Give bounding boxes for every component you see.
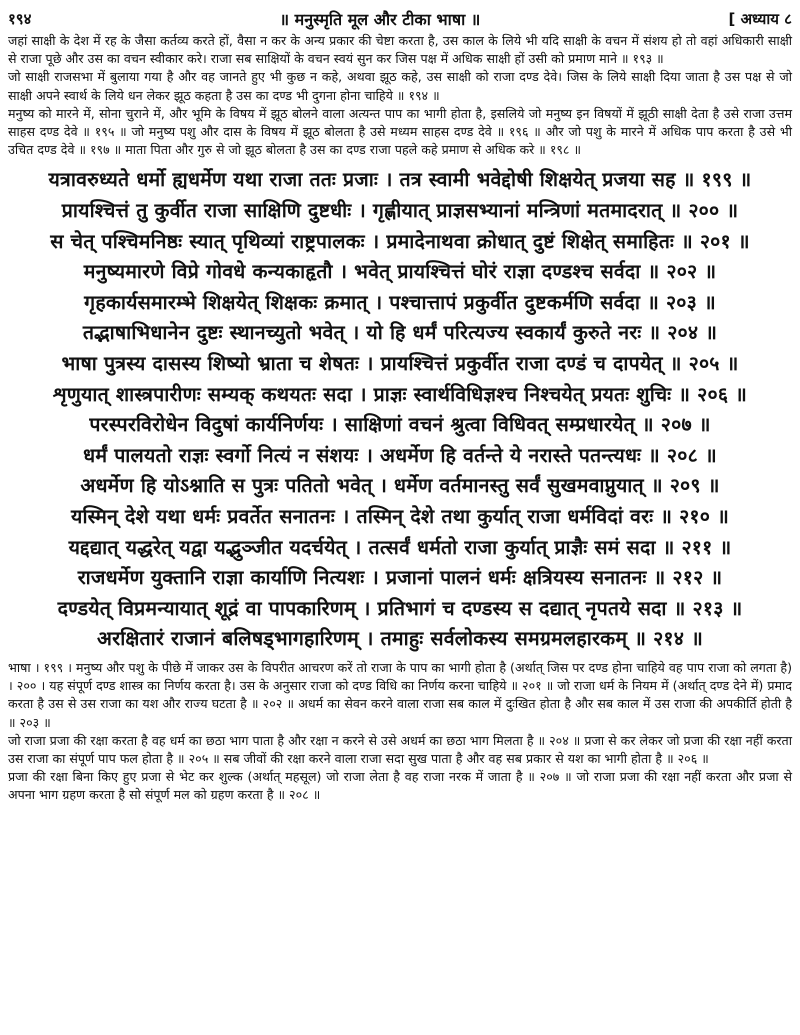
sanskrit-verses (8, 165, 792, 655)
intro-commentary (8, 32, 792, 159)
prose-paragraph: मनुष्य को मारने में, सोना चुराने में, और भूमि के विषय में झूठ बोलने वाला अत्यन्त पाप का भागी होता है, इसलिये जो मनुष्य इन विषयों में झूठी साक्षी देता है उसे राजा उत्तम साहस दण्ड देवे ॥ १९५ ॥ जो मनुष्य पशु और दास के विषय में झूठ बोलता है उसे मध्यम साहस दण्ड देवे ॥ १९६ ॥ और जो पशु के मारने में अधिक पाप करता है उसे भी उचित दण्ड देवे ॥ १९७ ॥ माता पिता और गुरु से जो झूठ बोलता है उस का दण्ड राजा पहले कहे प्रमाण से अधिक करे ॥ १९८ ॥ (8, 105, 792, 158)
verse-line: अरक्षितारं राजानं बलिषड्भागहारिणम् । तमाहुः सर्वलोकस्य समग्रमलहारकम् ॥ २१४ ॥ (97, 627, 703, 651)
verse-line: स चेत् पश्चिमनिष्ठः स्यात् पृथिव्यां राष्ट्रपालकः । प्रमादेनाथवा क्रोधात् दुष्टं शिक्षेत् समाहितः ॥ २०१ ॥ (50, 229, 750, 253)
translation-commentary (8, 659, 792, 805)
page-header (8, 6, 792, 32)
chapter-label: [ अध्याय ८ (728, 10, 792, 28)
prose-paragraph: जो साक्षी राजसभा में बुलाया गया है और वह जानते हुए भी कुछ न कहे, अथवा झूठ कहे, उस साक्षी को राजा दण्ड देवे। जिस के लिये साक्षी दिया जाता है उस पक्ष से जो साक्षी अपने स्वार्थ के लिये धन लेकर झूठ कहता है उस का दण्ड भी दुगना होना चाहिये ॥ १९४ ॥ (8, 69, 792, 103)
verse-line: राजधर्मेण युक्तानि राज्ञा कार्याणि नित्यशः । प्रजानां पालनं धर्मः क्षत्रियस्य सनातनः ॥ २१२ ॥ (77, 566, 723, 590)
verse-line: दण्डयेत् विप्रमन्यायात् शूद्रं वा पापकारिणम् । प्रतिभागं च दण्डस्य स दद्यात् नृपतये सदा ॥ २१३ ॥ (57, 596, 743, 620)
verse-line: शृणुयात् शास्त्रपारीणः सम्यक् कथयतः सदा । प्राज्ञः स्वार्थविधिज्ञश्च निश्चयेत् प्रयतः शुचिः ॥ २०६ ॥ (52, 382, 748, 406)
running-title: ॥ मनुस्मृति मूल और टीका भाषा ॥ (279, 10, 481, 29)
verse-line: प्रायश्चित्तं तु कुर्वीत राजा साक्षिणि दुष्टधीः । गृह्णीयात् प्राज्ञसभ्यानां मन्त्रिणां मतमादरात् ॥ २०० ॥ (61, 199, 739, 223)
prose-paragraph: भाषा । १९९ । मनुष्य और पशु के पीछे में जाकर उस के विपरीत आचरण करें तो राजा के पाप का भागी होता है (अर्थात् जिस पर दण्ड होना चाहिये वह पाप राजा को लगता है) । २०० । यह संपूर्ण दण्ड शास्त्र का निर्णय करता है। उस के अनुसार राजा को दण्ड विधि का निर्णय करना चाहिये ॥ २०१ ॥ जो राजा धर्म के नियम में (अर्थात् दण्ड देने में) प्रमाद करता है उस से उस राजा का यश और राज्य घटता है ॥ २०२ ॥ अधर्म का सेवन करने वाला राजा सब काल में दुःखित होता है और सब काल में उस राजा की अपकीर्ति होती है ॥ २०३ ॥ (8, 659, 792, 730)
verse-line: यत्रावरुध्यते धर्मो ह्यधर्मेण यथा राजा ततः प्रजाः । तत्र स्वामी भवेद्दोषी शिक्षयेत् प्रजया सह ॥ १९९ ॥ (48, 168, 752, 192)
prose-paragraph: जहां साक्षी के देश में रह के जैसा कर्तव्य करते हों, वैसा न कर के अन्य प्रकार की चेष्टा करता है, उस काल के लिये भी यदि साक्षी के वचन में संशय हो तो वहां अधिकारी साक्षी से राजा पूछे और उस का वचन स्वीकार करे। राजा सब साक्षियों के वचन स्वयं सुन कर जिस पक्ष में अधिक साक्षी हों उसी को प्रमाण माने ॥ १९३ ॥ (8, 33, 792, 67)
prose-paragraph: प्रजा की रक्षा बिना किए हुए प्रजा से भेट कर शुल्क (अर्थात् महसूल) जो राजा लेता है वह राजा नरक में जाता है ॥ २०७ ॥ जो राजा प्रजा की रक्षा नहीं करता और प्रजा से अपना भाग ग्रहण करता है सो संपूर्ण मल को ग्रहण करता है ॥ २०८ ॥ (8, 769, 792, 803)
verse-line: मनुष्यमारणे विप्रे गोवधे कन्यकाहृतौ । भवेत् प्रायश्चित्तं घोरं राज्ञा दण्डश्च सर्वदा ॥ २०२ ॥ (83, 260, 717, 284)
verse-line: यद्दद्यात् यद्धरेत् यद्वा यद्भुञ्जीत यदर्चयेत् । तत्सर्वं धर्मतो राजा कुर्यात् प्राज्ञैः समं सदा ॥ २११ ॥ (68, 535, 732, 559)
verse-line: धर्मं पालयतो राज्ञः स्वर्गो नित्यं न संशयः । अधर्मेण हि वर्तन्ते ये नरास्ते पतन्त्यधः ॥ २०८ ॥ (83, 443, 717, 467)
verse-line: अधर्मेण हि योऽश्नाति स पुत्रः पतितो भवेत् । धर्मेण वर्तमानस्तु सर्वं सुखमवाप्नुयात् ॥ २०९ ॥ (80, 474, 720, 498)
page-number: १९४ (8, 10, 32, 28)
verse-line: भाषा पुत्रस्य दासस्य शिष्यो भ्राता च शेषतः । प्रायश्चित्तं प्रकुर्वीत राजा दण्डं च दापयेत् ॥ २०५ ॥ (61, 351, 739, 375)
verse-line: यस्मिन् देशे यथा धर्मः प्रवर्तेत सनातनः । तस्मिन् देशे तथा कुर्यात् राजा धर्मविदां वरः ॥ २१० ॥ (71, 504, 729, 528)
prose-paragraph: जो राजा प्रजा की रक्षा करता है वह धर्म का छठा भाग पाता है और रक्षा न करने से उसे अधर्म का छठा भाग मिलता है ॥ २०४ ॥ प्रजा से कर लेकर जो प्रजा की रक्षा नहीं करता उस राजा का संपूर्ण पाप फल होता है ॥ २०५ ॥ सब जीवों की रक्षा करने वाला राजा सदा सुख पाता है और वह सब प्रकार से यश का भागी होता है ॥ २०६ ॥ (8, 732, 792, 766)
verse-line: तद्भाषाभिधानेन दुष्टः स्थानच्युतो भवेत् । यो हि धर्मं परित्यज्य स्वकार्यं कुरुते नरः ॥ २०४ ॥ (82, 321, 718, 345)
verse-line: परस्परविरोधेन विदुषां कार्यनिर्णयः । साक्षिणां वचनं श्रुत्वा विधिवत् सम्प्रधारयेत् ॥ २०७ ॥ (89, 413, 711, 437)
verse-line: गृहकार्यसमारम्भे शिक्षयेत् शिक्षकः क्रमात् । पश्चात्तापं प्रकुर्वीत दुष्टकर्मणि सर्वदा ॥ २०३ ॥ (84, 290, 716, 314)
